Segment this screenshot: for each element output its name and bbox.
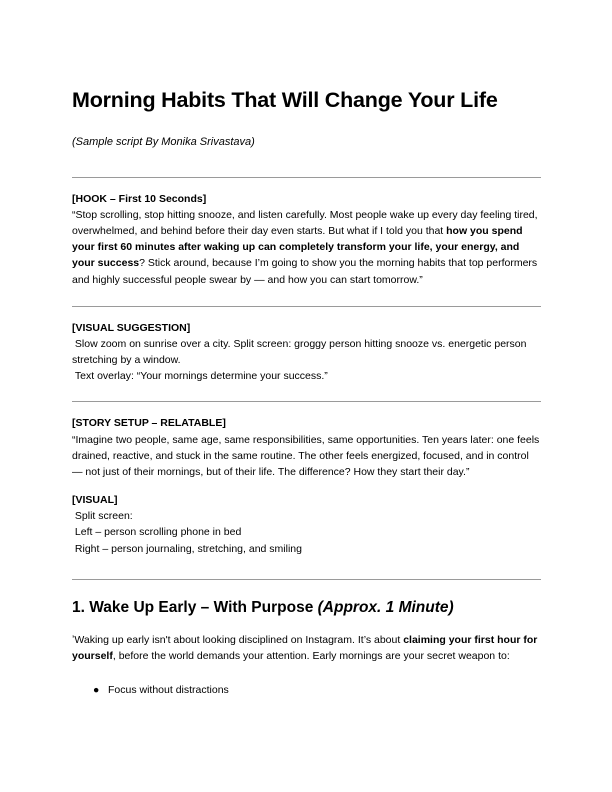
hook-section-label: [HOOK – First 10 Seconds] [72, 192, 207, 205]
bullet-point-icon: ● [93, 683, 100, 696]
visual-line-3: Right – person journaling, stretching, and smiling [72, 542, 302, 555]
hook-text-emphasis: how you spend your first 60 minutes after waking up can completely transform your life, your energy, and your success [72, 225, 523, 270]
visual-suggestion-line-1: Slow zoom on sunrise over a city. Split screen: groggy person hitting snooze vs. energetic person stretching by a window. [72, 337, 530, 367]
visual-suggestion-label: [VISUAL SUGGESTION] [72, 321, 191, 334]
section-one-text-emphasis: claiming your first hour for yourself [72, 634, 538, 663]
page-title: Morning Habits That Will Change Your Life [72, 88, 498, 112]
visual-line-1: Split screen: [72, 510, 133, 523]
story-setup-body: “Imagine two people, same age, same responsibilities, same opportunities. Ten years later: one feels drained, reactive, and stuck in the same routine. The other feels energized, focused, and in control — not just of their mornings, but of their life. The difference? How they start their day.” [72, 433, 540, 478]
section-one-text-part-1: ʼWaking up early isn't about looking disciplined on Instagram. It’s about [72, 634, 404, 647]
section-one-paragraph [72, 617, 541, 665]
list-item [72, 682, 541, 698]
section-one-text-part-2: , before the world demands your attention. Early mornings are your secret weapon to: [112, 650, 510, 663]
visual-suggestion-line-2: Text overlay: “Your mornings determine your success.” [72, 370, 328, 383]
section-one-bullet-list [72, 665, 541, 698]
hook-text-part-1: “Stop scrolling, stop hitting snooze, and listen carefully. Most people wake up every day feeling tired, overwhelmed, and behind before their day even starts. But what if I told you that [72, 208, 538, 238]
section-divider-2 [72, 306, 541, 307]
list-item-label: Focus without distractions [108, 683, 229, 696]
story-setup-label: [STORY SETUP – RELATABLE] [72, 417, 226, 430]
section-divider-1 [72, 177, 541, 178]
document-byline: (Sample script By Monika Srivastava) [72, 136, 255, 149]
section-divider-3 [72, 401, 541, 402]
hook-section-body [72, 207, 541, 288]
document-content [72, 0, 541, 700]
section-one-heading-duration: (Approx. 1 Minute) [317, 598, 454, 616]
visual-line-2: Left – person scrolling phone in bed [72, 526, 242, 539]
visual-label: [VISUAL] [72, 494, 118, 507]
section-one-heading-main: 1. Wake Up Early – With Purpose [72, 598, 318, 616]
section-one-heading [72, 580, 541, 617]
hook-text-part-2: ? Stick around, because I’m going to show you the morning habits that top performers and highly successful people swear by — and how you can start tomorrow.” [72, 257, 538, 286]
visual-body [72, 508, 541, 556]
visual-suggestion-body [72, 336, 541, 384]
